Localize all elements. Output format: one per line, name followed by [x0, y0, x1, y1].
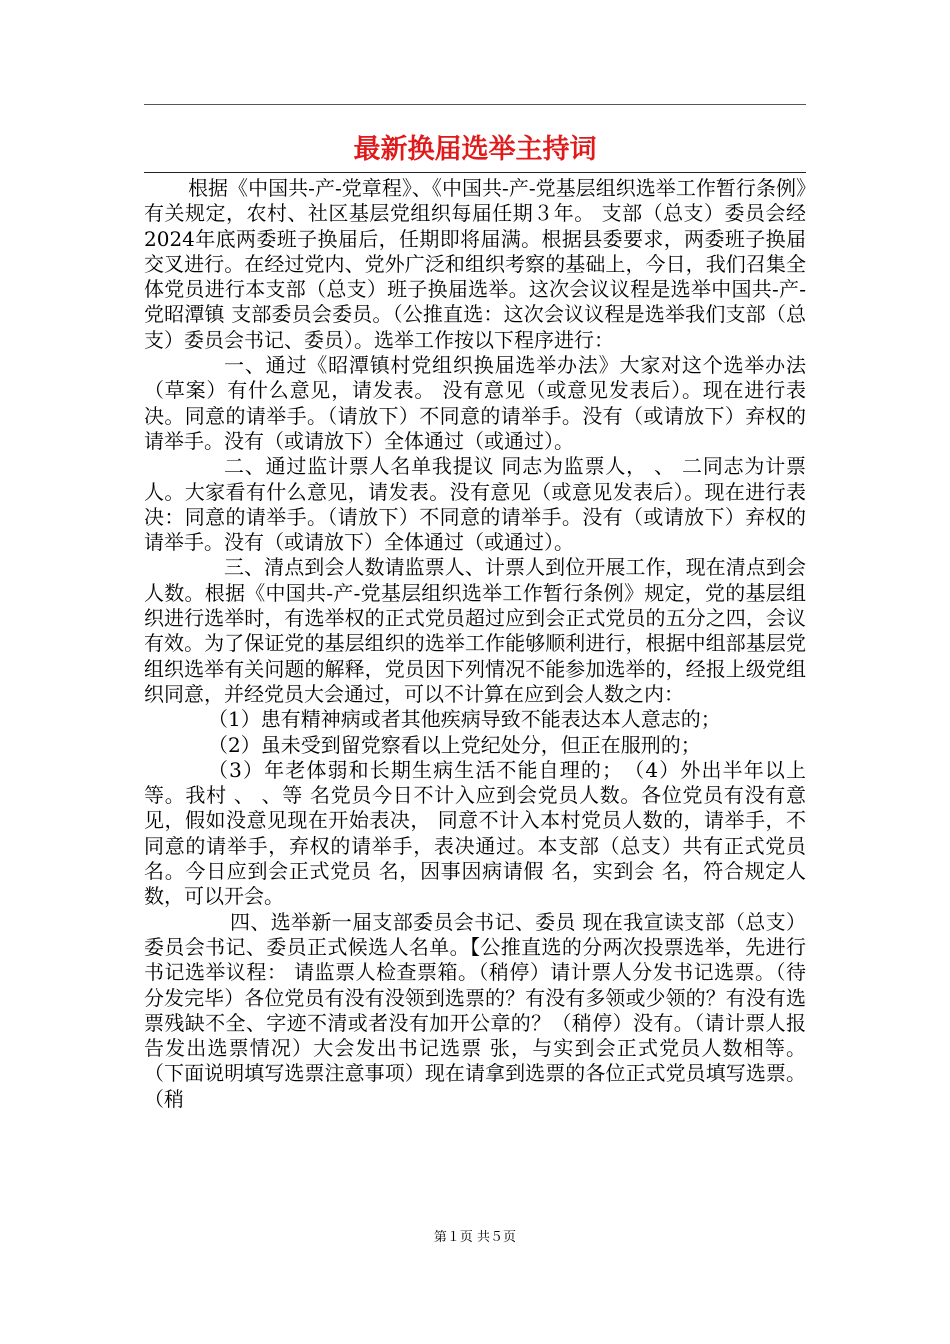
document-body: [144, 176, 806, 1112]
paragraph-step-4: 四、选举新一届支部委员会书记、委员 现在我宣读支部（总支）委员会书记、委员正式候选人名单。【公推直选的分两次投票选举，先进行书记选举议程： 请监票人检查票箱。（稍停）请计票人分发书记选票。（待分发完毕）各位党员有没有没领到选票的？有没有多领或少领的？有没有选票残缺不全、字迹不清或者没有加开公章的？（稍停）没有。（请计票人报告发出选票情况）大会发出书记选票 张，与实到会正式党员人数相等。 （下面说明填写选票注意事项）现在请拿到选票的各位正式党员填写选票。（稍: [144, 909, 806, 1111]
list-item: （3）年老体弱和长期生病生活不能自理的； （4）外出半年以上等。我村 、 、等 名党员今日不计入应到会党员人数。各位党员有没有意见，假如没意见现在开始表决， 同意不计入本村党员人数的，请举手，不同意的请举手，弃权的请举手，表决通过。本支部（总支）共有正式党员 名。今日应到会正式党员 名，因事因病请假 名，实到会 名，符合规定人数，可以开会。: [144, 757, 806, 909]
header-rule: [144, 104, 806, 105]
paragraph-intro: 根据《中国共-产-党章程》、《中国共-产-党基层组织选举工作暂行条例》有关规定，农村、社区基层党组织每届任期３年。 支部（总支）委员会经2024年底两委班子换届后，任期即将届满。根据县委要求，两委班子换届交叉进行。在经过党内、党外广泛和组织考察的基础上，今日，我们召集全体党员进行本支部（总支）班子换届选举。这次会议议程是选举中国共-产-党昭潭镇 支部委员会委员。（公推直选：这次会议议程是选举我们支部（总支）委员会书记、委员）。选举工作按以下程序进行：: [144, 176, 806, 352]
paragraph-step-2: 二、通过监计票人名单我提议 同志为监票人， 、 二同志为计票人。大家看有什么意见，请发表。没有意见（或意见发表后）。现在进行表决：同意的请举手。（请放下）不同意的请举手。没有（或请放下）弃权的请举手。没有（或请放下）全体通过（或通过）。: [144, 454, 806, 555]
list-item: （2）虽未受到留党察看以上党纪处分，但正在服刑的；: [208, 732, 701, 757]
paragraph-step-3: 三、清点到会人数请监票人、计票人到位开展工作，现在清点到会人数。根据《中国共-产-党基层组织选举工作暂行条例》规定，党的基层组织进行选举时，有选举权的正式党员超过应到会正式党员的五分之四，会议有效。为了保证党的基层组织的选举工作能够顺利进行，根据中组部基层党组织选举有关问题的解释，党员因下列情况不能参加选举的，经报上级党组织同意，并经党员大会通过，可以不计算在应到会人数之内：: [144, 555, 806, 706]
document-title: 最新换届选举主持词: [353, 134, 597, 165]
paragraph-step-1: 一、通过《昭潭镇村党组织换届选举办法》大家对这个选举办法（草案）有什么意见，请发表。 没有意见（或意见发表后）。现在进行表决。同意的请举手。（请放下）不同意的请举手。没有（或请放下）弃权的请举手。没有（或请放下）全体通过（或通过）。: [144, 353, 806, 453]
page-number: 第１页 共５页: [433, 1230, 517, 1245]
list-item: （1）患有精神病或者其他疾病导致不能表达本人意志的；: [208, 707, 721, 732]
title-underline: [144, 172, 806, 173]
